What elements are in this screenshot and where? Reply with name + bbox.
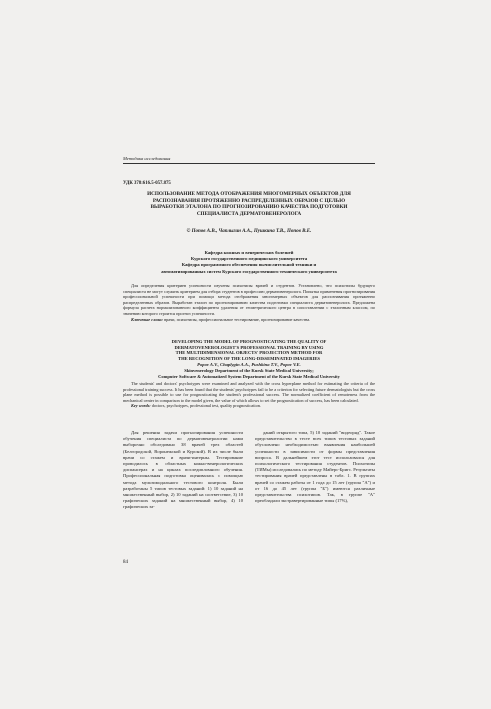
body-left-text: Для решения задачи прогнозирования успешности обучения специалиста по дерматовенерологии нами выборочно обследовано 38 врачей трех областей (Белгородской, Воронежской и Курской). В их числе были врачи со стажем и врачи-интерны. Тестирование проводилось в областных кожно-венерологических диспансерах и на циклах последипломного обучения. Профессиональная подготовка оценивалась с помощью метода мультимодального тестового контроля. Были разработаны 5 типов тестовых заданий: 1) 10 заданий на множественный выбор, 2) 10 заданий на соответствие, 3) 10 графических заданий на множественный выбор, 4) 10 графических за- [123,430,243,510]
english-authors: Popov A.V., Chaplygin A.A., Pushkina T.V., Popov V.E. [197,362,301,367]
authors: © Попов А.В., Чаплыгин А.А., Пушкина Т.В., Попов В.Е. [186,229,312,234]
body-right-text: даний открытого типа, 5) 10 заданий "видеоряд". Такое представительство в тесте всех типов тестовых заданий обусловлено необходимостью выявления наибольшей успешности в зависимости от формы представления вопроса. В дальнейшем этот тест использовался для психологического тестирования студентов. Психотипы (ТИМы) исследовались по методу Майерс-Бригс. Результаты тестирования врачей представлены в табл. 1. В группах врачей со стажем работы от 1 года до 15 лет (группа "А") и от 16 до 45 лет (группа "Б") имеются различные представительства психотипов. Так, в группе "А" преобладали экстравертированные типы (17%), [255,430,375,504]
abstract-ru [123,283,375,322]
udk-code: УДК 378:616.5-057.875 [123,181,171,186]
en-title-line: THE MULTIDIMENSIONAL OBJECTS' PROJECTION METHOD FOR [175,350,323,356]
en-title-line: DERMATOVENEROLOGIST'S PROFESSIONAL TRAINING BY USING [174,344,324,350]
en-title-line: DEVELOPING THE MODEL OF PROGNOSTICATING THE QUALITY OF [171,339,327,344]
page-number: 84 [123,560,128,565]
affiliation-line: Кафедра кожных и венерических болезней [204,250,294,255]
affiliation-line: автоматизированных систем Курского государственного технического университета [161,268,337,274]
keywords-en-text: doctors, psychotypes, professional test, quality prognostication. [151,403,261,409]
body-column-right [255,430,375,504]
affiliation [123,250,375,275]
affiliation-line: Кафедра программного обеспечения вычислительной техники и [181,262,317,268]
keywords-en-label: Key words: [131,403,151,409]
title-line: ВЫРАБОТКИ ЭТАЛОНА ПО ПРОГНОЗИРОВАНИЮ КАЧЕСТВА ПОДГОТОВКИ [150,204,348,211]
abstract-en [123,381,375,409]
title-line: СПЕЦИАЛИСТА ДЕРМАТОВЕНЕРОЛОГА [196,210,302,217]
keywords-ru-text: врачи, психотипы, профессиональное тестирование, прогнозирование качества. [164,316,311,322]
en-title-line: THE RECOGNITION OF THE LONG-DISSEMINATED IMAGERIES [178,355,320,361]
english-title [123,339,375,361]
header-rule [123,163,375,164]
abstract-en-text: The students' and doctors' psychotypes were examined and analyzed with the cross hyperplane method for estimating the criteria of the professional training success. It has been found that the students' psychotypes fail to be a criterion for selecting future dermatologists but the cross plane method is possible to use for prognosticating the student's professional success. The normalized coefficient of remoteness from the mechanical center in comparison to the model given, the value of which allows to set the prognostication of success, has been calculated. [123,381,375,403]
en-affiliation-line: Skinvenerology Department of the Kursk State Medical University; [184,368,314,373]
title-line: ИСПОЛЬЗОВАНИЕ МЕТОДА ОТОБРАЖЕНИЯ МНОГОМЕРНЫХ ОБЪЕКТОВ ДЛЯ [147,191,351,197]
abstract-ru-text: Для определения критериев успешности изучены психотипы врачей и студентов. Установлено, что психотипы будущего специалиста не могут служить критерием для отбора студентов в профессию дерматовенеролога. Попытка применения прогнозирования профессиональной успешности при помощи метода отображения многомерных объектов для распознавания протяженно распределенных образов. Выработан эталон по прогнозированию качества подготовки специалиста дерматовенеролога. Предложена формула расчета нормализованного коэффициента удаления от геометрического центра в сопоставлении с эталонным классом, по значению которого строится прогноз успешности. [123,283,375,316]
english-affiliation [123,368,375,379]
keywords-en [123,403,375,409]
body-column-left [123,430,243,511]
affiliation-line: Курского государственного медицинского университета [190,256,308,262]
title-line: РАСПОЗНАВАНИЯ ПРОТЯЖЕННО РАСПРЕДЕЛЕННЫХ ОБРАЗОВ С ЦЕЛЬЮ [152,197,346,204]
en-affiliation-line: Computer Software & Automatized System Department of the Kursk State Medical University [158,373,340,379]
keywords-ru [123,317,375,323]
article-title [123,191,375,217]
section-label: Методика исследования [123,156,171,161]
keywords-ru-label: Ключевые слова: [131,316,163,322]
